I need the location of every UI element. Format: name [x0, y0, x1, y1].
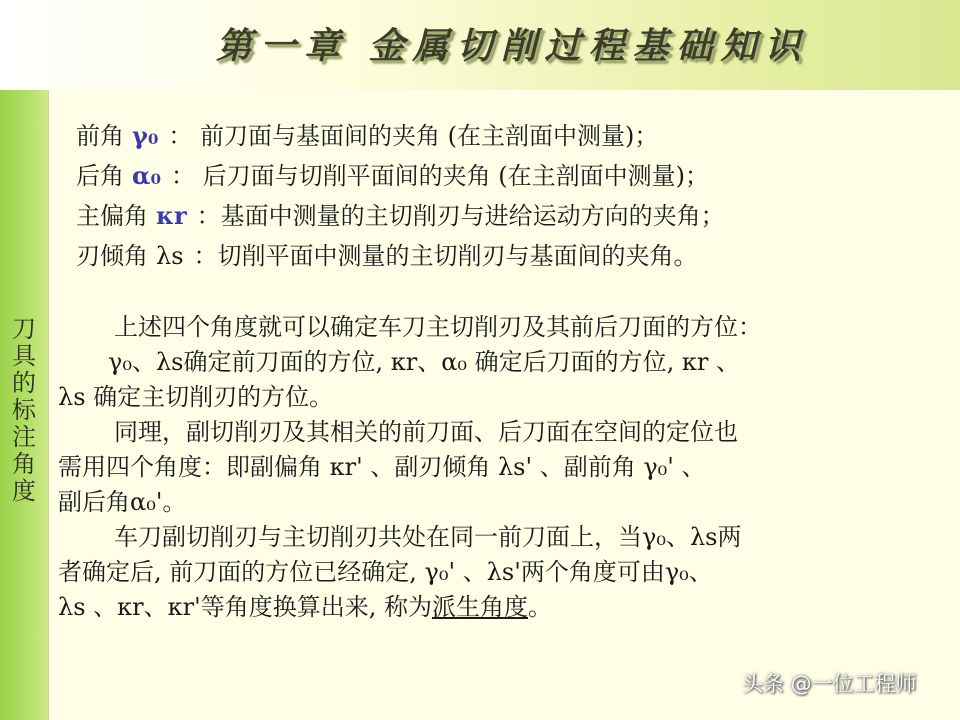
derived-angle-term: 派生角度	[431, 593, 528, 621]
symbol-label: α₀	[132, 161, 161, 190]
definition-rake-angle	[76, 116, 725, 156]
sidebar-label: 刀具的标注角度	[12, 315, 36, 505]
term-label: 前角	[76, 122, 124, 150]
term-label: 刃倾角	[76, 242, 148, 270]
paragraph-text: 。	[527, 593, 552, 621]
sidebar-divider	[48, 90, 49, 720]
paragraph-text: λs 、κr、κr'等角度换算出来, 称为	[58, 593, 432, 621]
symbol-label: κr	[156, 201, 187, 230]
paragraph-line: γ₀、λs确定前刀面的方位, κr、α₀ 确定后刀面的方位, κr 、	[108, 348, 741, 376]
definition-text: ： 前刀面与基面间的夹角 (在主剖面中测量)；	[168, 122, 659, 150]
definition-text: ：切削平面中测量的主切削刃与基面间的夹角。	[193, 242, 698, 270]
definitions-list	[76, 116, 725, 276]
watermark: 头条 @一位工程师	[742, 672, 917, 696]
definition-text: ：基面中测量的主切削刃与进给运动方向的夹角；	[196, 202, 725, 230]
paragraph-line: 车刀副切削刃与主切削刃共处在同一前刀面上，当γ₀、λs两	[114, 523, 742, 551]
term-label: 后角	[76, 162, 124, 190]
definition-text: ： 后刀面与切削平面间的夹角 (在主剖面中测量)；	[170, 162, 709, 190]
body-text	[58, 310, 950, 625]
symbol-label: γ₀	[132, 121, 159, 150]
term-label: 主偏角	[76, 202, 148, 230]
definition-cutting-edge-angle	[76, 196, 725, 236]
paragraph-line: 者确定后, 前刀面的方位已经确定, γ₀' 、λs'两个角度可由γ₀、	[58, 558, 713, 586]
paragraph-line: 副后角α₀'。	[58, 488, 187, 516]
definition-inclination-angle	[76, 236, 725, 276]
paragraph-line	[58, 590, 950, 625]
paragraph-line: 需用四个角度：即副偏角 κr' 、副刃倾角 λs' 、副前角 γ₀' 、	[58, 453, 706, 481]
paragraph-line: 上述四个角度就可以确定车刀主切削刃及其前后刀面的方位：	[114, 313, 762, 341]
paragraph-line: λs 确定主切削刃的方位。	[58, 383, 334, 411]
symbol-label: λs	[156, 242, 184, 270]
page-title: 第一章 金属切削过程基础知识	[216, 25, 809, 67]
paragraph-line: 同理，副切削刃及其相关的前刀面、后刀面在空间的定位也	[114, 418, 738, 446]
definition-clearance-angle	[76, 156, 725, 196]
